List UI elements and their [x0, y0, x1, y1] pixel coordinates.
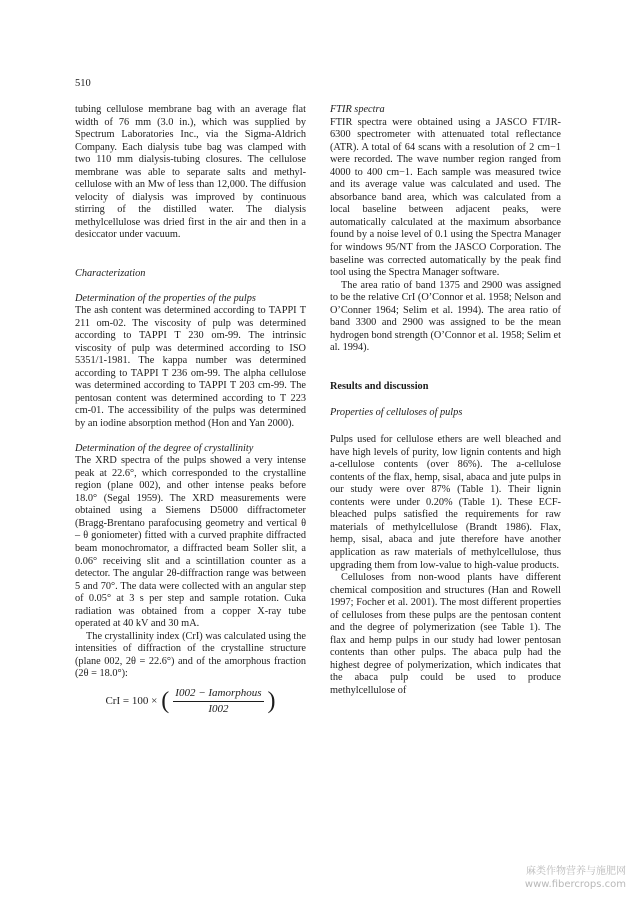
- heading-results: Results and discussion: [330, 380, 429, 392]
- equation-denominator: I002: [208, 702, 229, 715]
- paragraph-nonwood: Celluloses from non-wood plants have different chemical composition and structures (Han and Rowell 1997; Focher et al. 2001). The most different properties of celluloses from these pulps are the pentosan content and the degree of polymerization (see Table 1). The flax and hemp pulps in our study had lower pentosan contents than other pulps. The abaca pulp had the highest degree of polymerization, which indicates that the abaca pulp could be used to produce methylcellulose of: [330, 572, 561, 696]
- equation-fraction: [173, 687, 263, 715]
- paragraph-cri: The crystallinity index (CrI) was calculated using the intensities of diffraction of the crystalline structure (plane 002, 2θ = 22.6°) and of the amorphous fraction (2θ = 18.0°):: [75, 630, 306, 680]
- heading-cellulose-properties: Properties of celluloses of pulps: [330, 407, 463, 419]
- watermark: [525, 865, 626, 891]
- left-column: [75, 104, 306, 715]
- equation-cri: [75, 687, 306, 715]
- equation-lhs: CrI = 100 ×: [105, 694, 158, 707]
- paragraph-dialysis: tubing cellulose membrane bag with an average flat width of 76 mm (3.0 in.), which was supplied by Spectrum Laboratories Inc., via the Sigma-Aldrich Company. Each dialysis tube bag was clamped with two 110 mm dialysis-tubing closures. The cellulose membrane was able to separate salts and methylcellulose with an Mw of less than 12,000. The diffusion velocity of dialysis was improved by continuous stirring of the distilled water. The dialysis methylcellulose was dried first in the air and then in a desiccator under vacuum.: [75, 104, 306, 241]
- heading-pulp-properties: Determination of the properties of the pulps: [75, 292, 256, 304]
- right-column: [330, 104, 561, 698]
- heading-characterization: Characterization: [75, 268, 146, 280]
- paragraph-pulp-properties: The ash content was determined according to TAPPI T 211 om-02. The viscosity of pulp was determined according to TAPPI T 230 om-99. The intrinsic viscosity of pulp was determined according to ISO 5351/1-1981. The kappa number was determined according to TAPPI T 236 om-99. The alpha cellulose was determined according to TAPPI T 203 cm-99. The pentosan content was determined according to T 223 cm-01. The accessibility of the pulps was determined by an iodine absorption method (Hon and Yan 2000).: [75, 305, 306, 430]
- paragraph-area-ratio: The area ratio of band 1375 and 2900 was assigned to be the relative CrI (O’Connor et al. 1958; Nelson and O’Conner 1964; Selim et al. 1994). The area ratio of band 3300 and 2900 was assigned to be the mean hydrogen bond strength (O’Connor et al. 1958; Selim et al. 1994).: [330, 279, 561, 354]
- watermark-cn: 麻类作物营养与施肥网: [526, 866, 626, 877]
- watermark-url: www.fibercrops.com: [524, 879, 626, 890]
- paragraph-pulps-bleached: Pulps used for cellulose ethers are well bleached and have high levels of purity, low lignin contents and high a-cellulose contents (over 86%). The a-cellulose contents of the flax, hemp, sisal, abaca and jute pulps in our study were over 87% (Table 1). Their lignin contents were under 0.20% (Table 1). These ECF-bleached pulps satisfied the requirements for raw materials of methylcellulose (Brandt 1986). Flax, hemp, sisal, abaca and jute therefore have another application as raw materials of methylcellulose, thus upgrading them from low-value to high-value products.: [330, 434, 561, 571]
- heading-crystallinity: Determination of the degree of crystallinity: [75, 442, 254, 454]
- heading-ftir: FTIR spectra: [330, 104, 385, 115]
- paragraph-ftir: FTIR spectra were obtained using a JASCO FT/IR-6300 spectrometer with attenuated total reflectance (ATR). A total of 64 scans with a resolution of 2 cm−1 were recorded. The wave number region ranged from 4000 to 400 cm−1. Each sample was measured twice and its average value was calculated and used. The absorbance band area, which was calculated from a local baseline between adjacent peaks, were automatically calculated at the maximum absorbance found by a noise level of 0.1 using the Spectra Manager for windows 95/NT from the JASCO Corporation. The baseline was corrected automatically by the peak find tool using the Spectra Manager software.: [330, 116, 561, 279]
- page-number: 510: [75, 78, 91, 89]
- paragraph-xrd: The XRD spectra of the pulps showed a very intense peak at 22.6°, which corresponded to the crystalline region (plane 002), and other intense peaks before 18.0° (Segal 1959). The XRD measurements were obtained using a Siemens D5000 diffractometer (Bragg-Brentano parafocusing geometry and vertical θ – θ goniometer) fitted with a curved praphite diffracted beam monochromator, a diffracted beam Soller slit, a 0.06° receiving slit and a scintillation counter as a detector. The angular 2θ-diffraction range was between 5 and 70°. The data were collected with an angular step of 0.05° at 3 s per step and sample rotation. Cuka radiation was obtained from a copper X-ray tube operated at 40 kV and 30 mA.: [75, 455, 306, 630]
- paren-open: (: [161, 688, 170, 715]
- equation-numerator: I002 − Iamorphous: [173, 687, 263, 702]
- paren-close: ): [267, 688, 276, 715]
